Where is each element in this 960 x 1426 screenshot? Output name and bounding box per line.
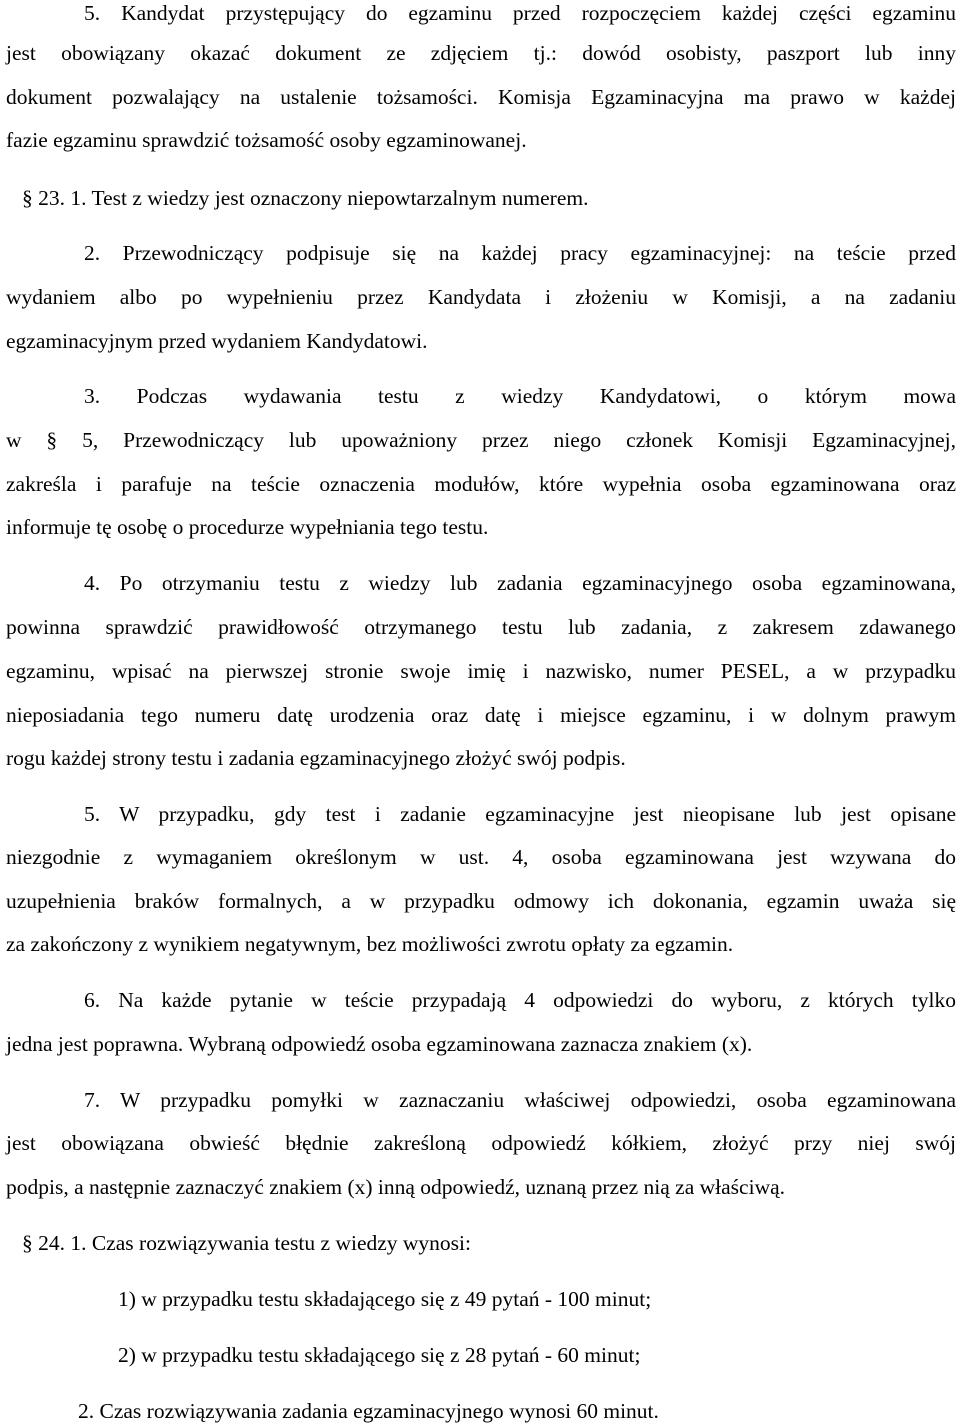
paragraph-5-line-3: dokument pozwalający na ustalenie tożsamości. Komisja Egzaminacyjna ma prawo w każdej (6, 85, 956, 109)
paragraph-5b-line-2: niezgodnie z wymaganiem określonym w ust. 4, osoba egzaminowana jest wzywana do (6, 845, 956, 869)
paragraph-5b-line-3: uzupełnienia braków formalnych, a w przypadku odmowy ich dokonania, egzamin uważa się (6, 889, 956, 913)
paragraph-2-line-3: egzaminacyjnym przed wydaniem Kandydatowi. (6, 329, 428, 353)
paragraph-3-line-4: informuje tę osobę o procedurze wypełniania tego testu. (6, 515, 489, 539)
paragraph-6-line-2: jedna jest poprawna. Wybraną odpowiedź osoba egzaminowana zaznacza znakiem (x). (6, 1032, 753, 1056)
paragraph-4-line-1: 4. Po otrzymaniu testu z wiedzy lub zadania egzaminacyjnego osoba egzaminowana, (84, 571, 956, 595)
paragraph-2-line-2: wydaniem albo po wypełnieniu przez Kandydata i złożeniu w Komisji, a na zadaniu (6, 285, 956, 309)
paragraph-4-line-2: powinna sprawdzić prawidłowość otrzymanego testu lub zadania, z zakresem zdawanego (6, 615, 956, 639)
paragraph-24-2: 2. Czas rozwiązywania zadania egzaminacyjnego wynosi 60 minut. (78, 1399, 659, 1423)
paragraph-2-line-1: 2. Przewodniczący podpisuje się na każdej pracy egzaminacyjnej: na teście przed (84, 241, 956, 265)
paragraph-3-line-3: zakreśla i parafuje na teście oznaczenia modułów, które wypełnia osoba egzaminowana oraz (6, 472, 956, 496)
paragraph-7-line-3: podpis, a następnie zaznaczyć znakiem (x) inną odpowiedź, uznaną przez nią za właściwą. (6, 1175, 786, 1199)
paragraph-3-line-2: w § 5, Przewodniczący lub upoważniony przez niego członek Komisji Egzaminacyjnej, (6, 428, 956, 452)
paragraph-3-line-1: 3. Podczas wydawania testu z wiedzy Kandydatowi, o którym mowa (84, 384, 956, 408)
paragraph-5-line-1: 5. Kandydat przystępujący do egzaminu przed rozpoczęciem każdej części egzaminu (84, 1, 956, 25)
paragraph-7-line-1: 7. W przypadku pomyłki w zaznaczaniu właściwej odpowiedzi, osoba egzaminowana (84, 1088, 956, 1112)
paragraph-7-line-2: jest obowiązana obwieść błędnie zakreśloną odpowiedź kółkiem, złożyć przy niej swój (6, 1131, 956, 1155)
section-24-heading: § 24. 1. Czas rozwiązywania testu z wiedzy wynosi: (22, 1231, 471, 1255)
list-item-2: 2) w przypadku testu składającego się z 28 pytań - 60 minut; (118, 1343, 641, 1367)
section-23-heading: § 23. 1. Test z wiedzy jest oznaczony niepowtarzalnym numerem. (22, 186, 589, 210)
paragraph-5-line-2: jest obowiązany okazać dokument ze zdjęciem tj.: dowód osobisty, paszport lub inny (6, 41, 956, 65)
paragraph-4-line-5: rogu każdej strony testu i zadania egzaminacyjnego złożyć swój podpis. (6, 746, 626, 770)
paragraph-6-line-1: 6. Na każde pytanie w teście przypadają 4 odpowiedzi do wyboru, z których tylko (84, 988, 956, 1012)
paragraph-5b-line-1: 5. W przypadku, gdy test i zadanie egzaminacyjne jest nieopisane lub jest opisane (84, 802, 956, 826)
paragraph-4-line-4: nieposiadania tego numeru datę urodzenia oraz datę i miejsce egzaminu, i w dolnym prawym (6, 703, 956, 727)
paragraph-5-line-4: fazie egzaminu sprawdzić tożsamość osoby egzaminowanej. (6, 128, 527, 152)
list-item-1: 1) w przypadku testu składającego się z 49 pytań - 100 minut; (118, 1287, 652, 1311)
paragraph-4-line-3: egzaminu, wpisać na pierwszej stronie swoje imię i nazwisko, numer PESEL, a w przypadku (6, 659, 956, 683)
paragraph-5b-line-4: za zakończony z wynikiem negatywnym, bez możliwości zwrotu opłaty za egzamin. (6, 932, 734, 956)
